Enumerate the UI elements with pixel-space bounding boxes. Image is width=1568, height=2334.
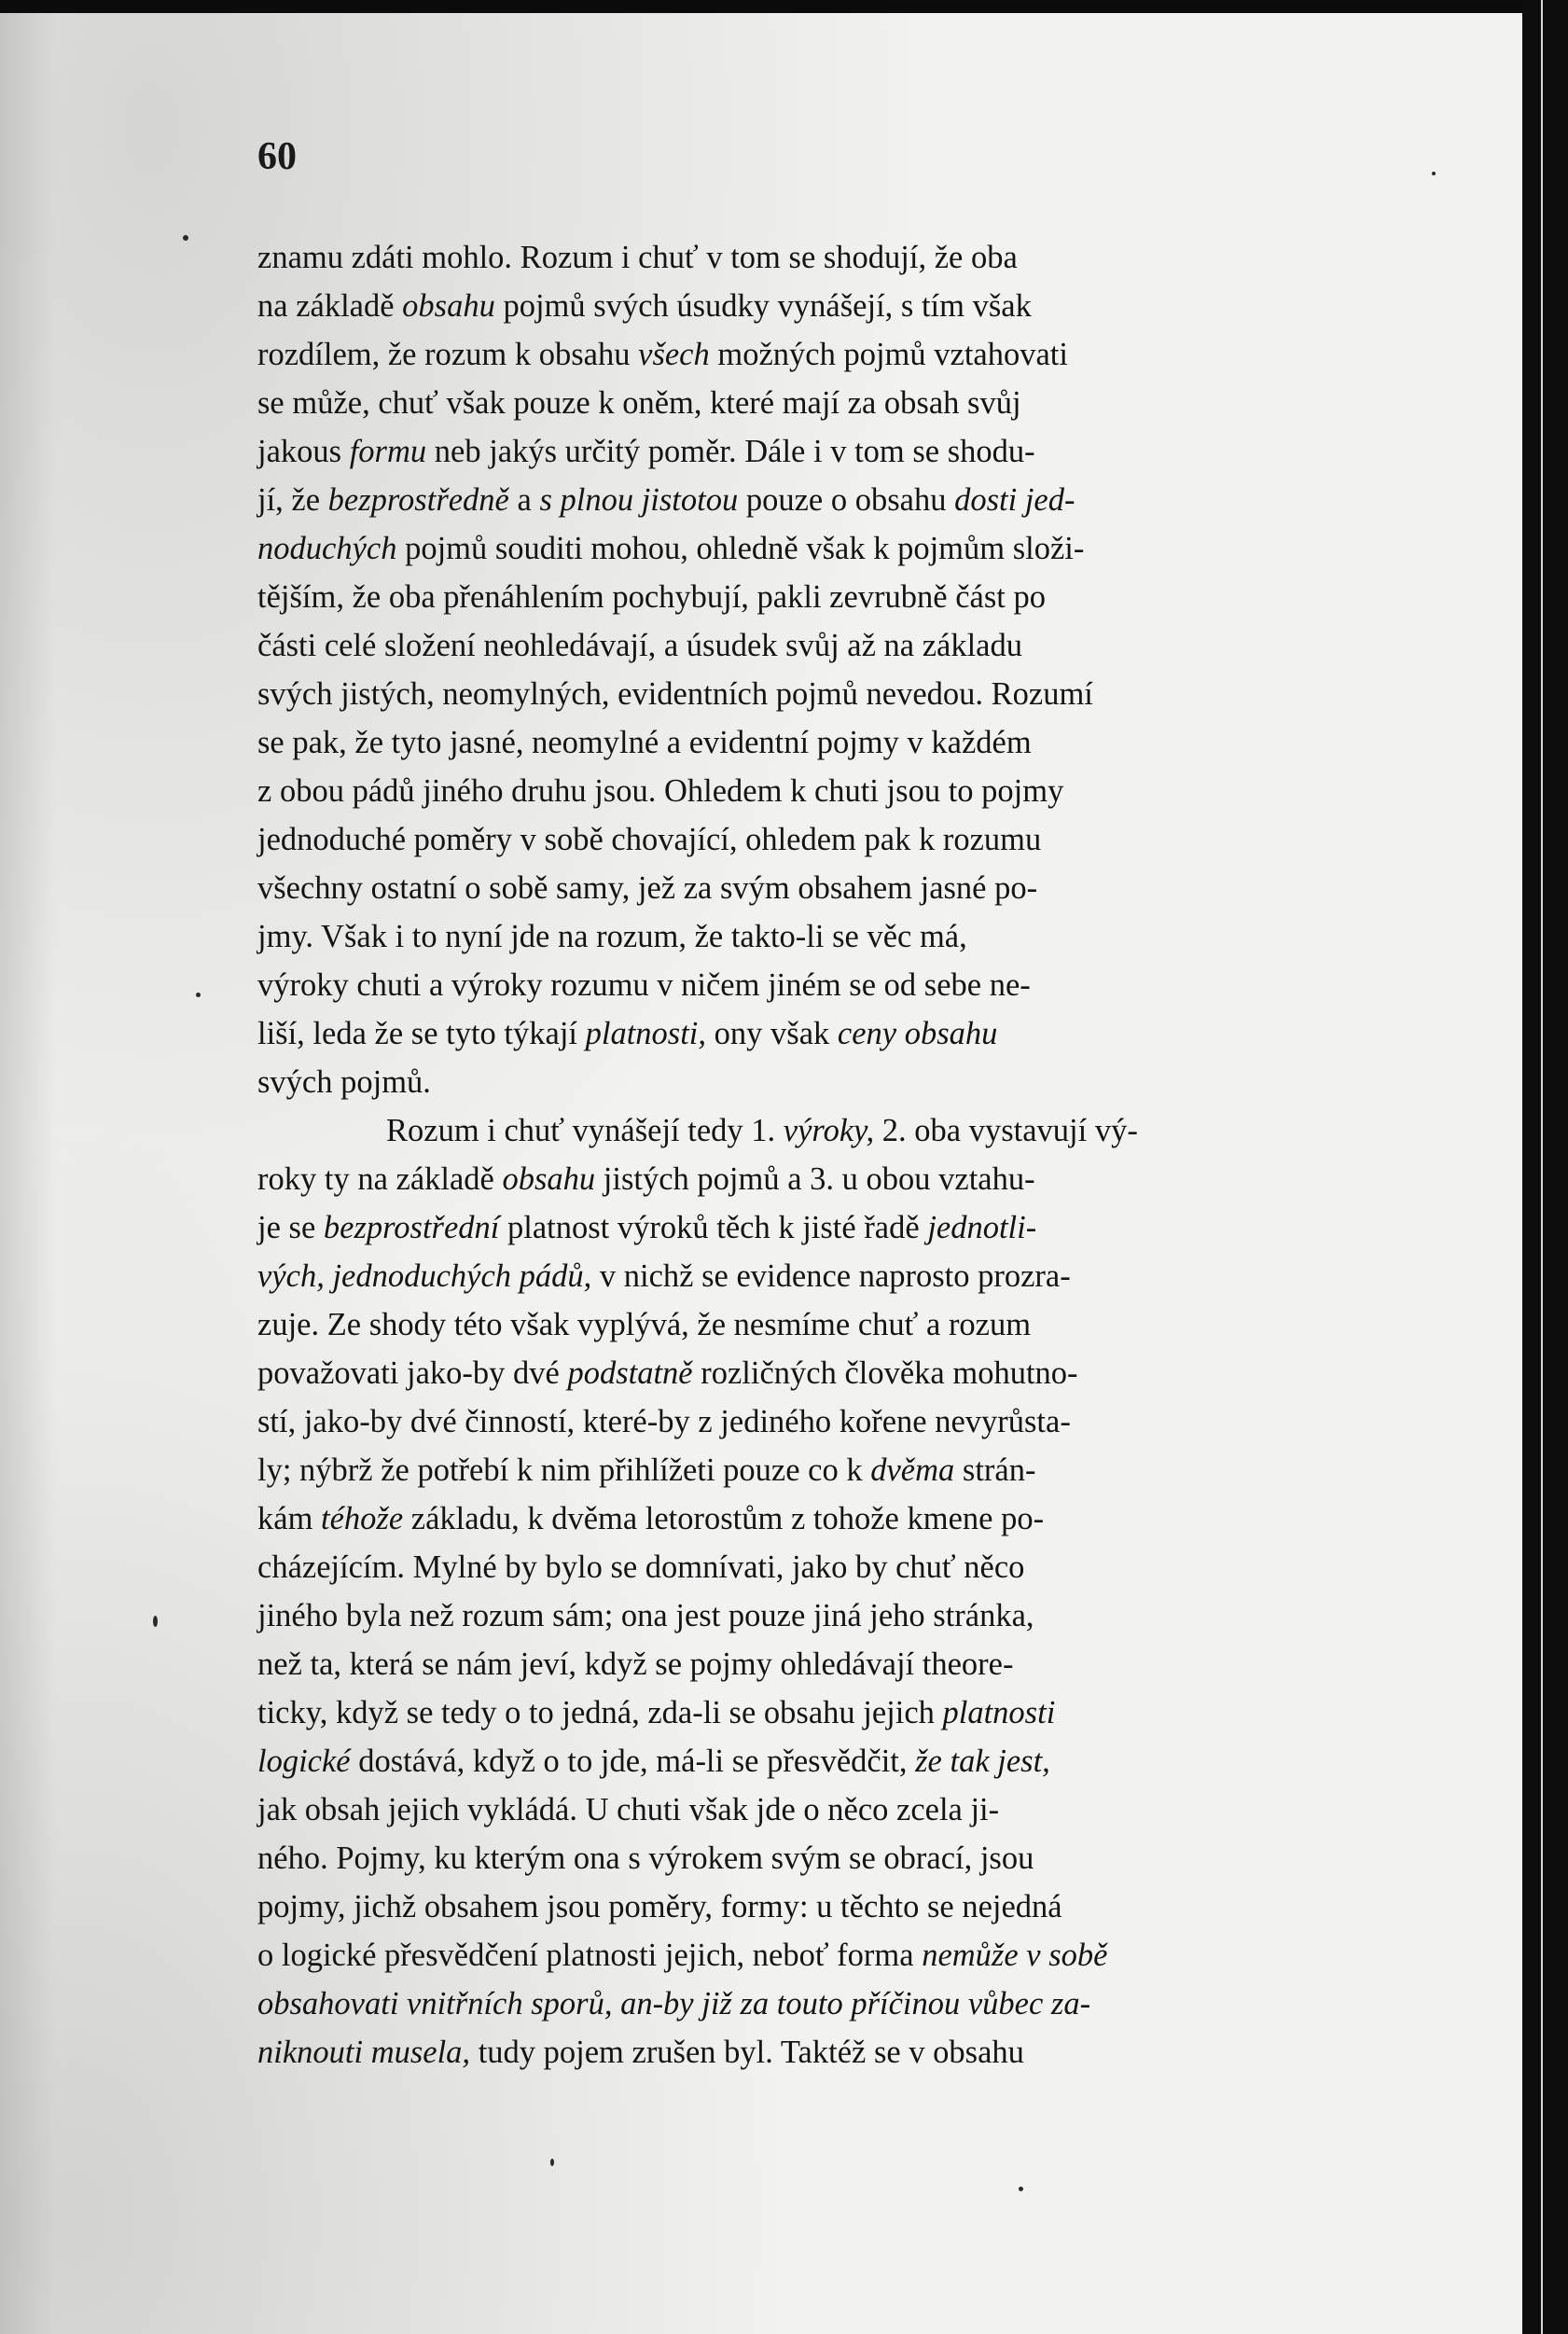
page-number: 60 [257,135,297,178]
text-line [257,476,1347,524]
text-segment: tudy pojem zrušen byl. Taktéž se v obsahu [470,2035,1024,2070]
italic-text: bezprostředně [327,482,509,518]
text-line [257,1591,1347,1640]
scan-speck [550,2159,554,2166]
text-segment: ony však [706,1016,838,1051]
text-line [257,1349,1347,1397]
text-segment: jakous [257,434,350,469]
text-line [257,718,1347,767]
text-segment: možných pojmů vztahovati [709,337,1068,372]
text-segment: rozdílem, že rozum k obsahu [257,337,639,372]
text-line [257,1688,1347,1737]
italic-text: ceny obsahu [837,1016,998,1051]
text-line [257,815,1347,864]
text-line [257,864,1347,912]
text-line [257,1980,1347,2028]
text-segment: z obou pádů jiného druhu jsou. Ohledem k chuti jsou to pojmy [257,773,1064,809]
page-edge-line [1541,0,1543,2334]
scan-speck [1019,2187,1023,2191]
text-line [257,1931,1347,1980]
text-line [257,2028,1347,2077]
text-segment: cházejícím. Mylné by bylo se domnívati, jako by chuť něco [257,1549,1025,1585]
italic-text: výroky, [783,1113,875,1148]
italic-text: formu [349,434,427,469]
text-line [257,1543,1347,1591]
text-segment: jak obsah jejich vykládá. U chuti však jde o něco zcela ji- [257,1792,1000,1827]
text-segment: svých jistých, neomylných, evidentních pojmů nevedou. Rozumí [257,676,1093,712]
scan-speck [183,235,188,241]
text-segment: považovati jako-by dvé [257,1355,568,1391]
text-segment: svých pojmů. [257,1064,431,1100]
text-line [257,1785,1347,1834]
text-segment: základu, k dvěma letorostům z tohože kmene po- [403,1501,1045,1536]
text-line [257,1737,1347,1785]
text-segment: ticky, když se tedy o to jedná, zda-li se obsahu jejich [257,1695,943,1730]
text-segment: liší, leda že se tyto týkají [257,1016,586,1051]
text-segment: jiného byla než rozum sám; ona jest pouze jiná jeho stránka, [257,1598,1034,1633]
italic-text: všech [638,337,710,372]
text-segment: pouze o obsahu [738,482,955,518]
text-segment: 2. oba vystavují vý- [874,1113,1138,1148]
text-line [257,1446,1347,1494]
text-line [257,767,1347,815]
text-segment: roky ty na základě [257,1161,503,1197]
body-text [257,233,1347,2077]
italic-text: platnosti, [585,1016,707,1051]
text-segment: se může, chuť však pouze k oněm, které mají za obsah svůj [257,385,1021,421]
text-line [257,1882,1347,1931]
text-line [257,1203,1347,1252]
italic-text: že tak jest, [915,1744,1050,1779]
text-line [257,1397,1347,1446]
text-segment: jmy. Však i to nyní jde na rozum, že takto-li se věc má, [257,919,967,954]
book-page [0,13,1522,2334]
text-segment: pojmů svých úsudky vynášejí, s tím však [494,288,1032,324]
text-segment: ného. Pojmy, ku kterým ona s výrokem svým se obrací, jsou [257,1841,1034,1876]
italic-text: logické [257,1744,351,1779]
italic-text: s plnou jistotou [539,482,739,518]
text-segment: jí, že [257,482,328,518]
italic-text: podstatně [567,1355,693,1391]
text-segment: jednoduché poměry v sobě chovající, ohledem pak k rozumu [257,822,1042,857]
italic-text: dvěma [870,1452,955,1488]
text-segment: části celé složení neohledávají, a úsudek svůj až na základu [257,628,1022,663]
text-line [257,621,1347,670]
italic-text: dosti jed- [954,482,1075,518]
italic-text: obsahu [502,1161,596,1197]
text-segment: stí, jako-by dvé činností, které-by z jediného kořene nevyrůsta- [257,1404,1071,1439]
italic-text: obsahovati vnitřních sporů, an-by již za touto příčinou vůbec za- [257,1986,1091,2021]
text-segment: rozličných člověka mohutno- [692,1355,1078,1391]
text-segment: znamu zdáti mohlo. Rozum i chuť v tom se shodují, že oba [257,240,1018,275]
text-segment: strán- [954,1452,1036,1488]
scan-speck [196,993,201,997]
text-segment: dostává, když o to jde, má-li se přesvědčit, [350,1744,916,1779]
italic-text: platnosti [942,1695,1056,1730]
text-segment: Rozum i chuť vynášejí tedy 1. [386,1113,784,1148]
scan-edge [1522,0,1568,2334]
text-segment: v nichž se evidence naprosto prozra- [591,1258,1071,1294]
text-segment: výroky chuti a výroky rozumu v ničem jiném se od sebe ne- [257,967,1031,1003]
italic-text: bezprostřední [323,1210,500,1245]
text-segment: pojmů souditi mohou, ohledně však k pojmům složi- [396,531,1085,566]
text-line [257,1009,1347,1058]
text-line [257,1494,1347,1543]
italic-text: obsahu [402,288,495,324]
text-segment: o logické přesvědčení platnosti jejich, neboť forma [257,1938,923,1973]
text-line [257,427,1347,476]
italic-text: noduchých [257,531,397,566]
text-line [257,961,1347,1009]
text-line [257,912,1347,961]
text-line [257,233,1347,282]
text-segment: ly; nýbrž že potřebí k nim přihlížeti pouze co k [257,1452,871,1488]
text-line [257,379,1347,427]
text-line [257,282,1347,330]
text-line [257,1155,1347,1203]
text-segment: pojmy, jichž obsahem jsou poměry, formy: u těchto se nejedná [257,1889,1062,1924]
italic-text: téhože [321,1501,404,1536]
text-segment: kám [257,1501,322,1536]
text-line [257,1834,1347,1882]
text-segment: neb jakýs určitý poměr. Dále i v tom se shodu- [426,434,1035,469]
text-segment: a [508,482,540,518]
text-segment: jistých pojmů a 3. u obou vztahu- [595,1161,1035,1197]
text-line [257,1640,1347,1688]
text-line [257,524,1347,573]
text-line [257,1252,1347,1300]
italic-text: jednotli- [927,1210,1037,1245]
text-segment: tějším, že oba přenáhlením pochybují, pakli zevrubně část po [257,579,1046,615]
italic-text: niknouti musela, [257,2035,471,2070]
scan-speck [153,1616,158,1627]
text-segment: než ta, která se nám jeví, když se pojmy ohledávají theore- [257,1646,1014,1682]
text-segment: na základě [257,288,403,324]
text-line [257,670,1347,718]
text-segment: je se [257,1210,324,1245]
text-segment: se pak, že tyto jasné, neomylné a evidentní pojmy v každém [257,725,1032,760]
italic-text: nemůže v sobě [922,1938,1108,1973]
text-line [257,1300,1347,1349]
text-segment: zuje. Ze shody této však vyplývá, že nesmíme chuť a rozum [257,1307,1032,1342]
text-line [257,573,1347,621]
italic-text: vých, jednoduchých pádů, [257,1258,592,1294]
text-segment: všechny ostatní o sobě samy, jež za svým obsahem jasné po- [257,870,1038,906]
text-line [257,1058,1347,1106]
text-line [257,1106,1347,1155]
text-segment: platnost výroků těch k jisté řadě [499,1210,928,1245]
text-line [257,330,1347,379]
scan-speck [1432,172,1436,175]
